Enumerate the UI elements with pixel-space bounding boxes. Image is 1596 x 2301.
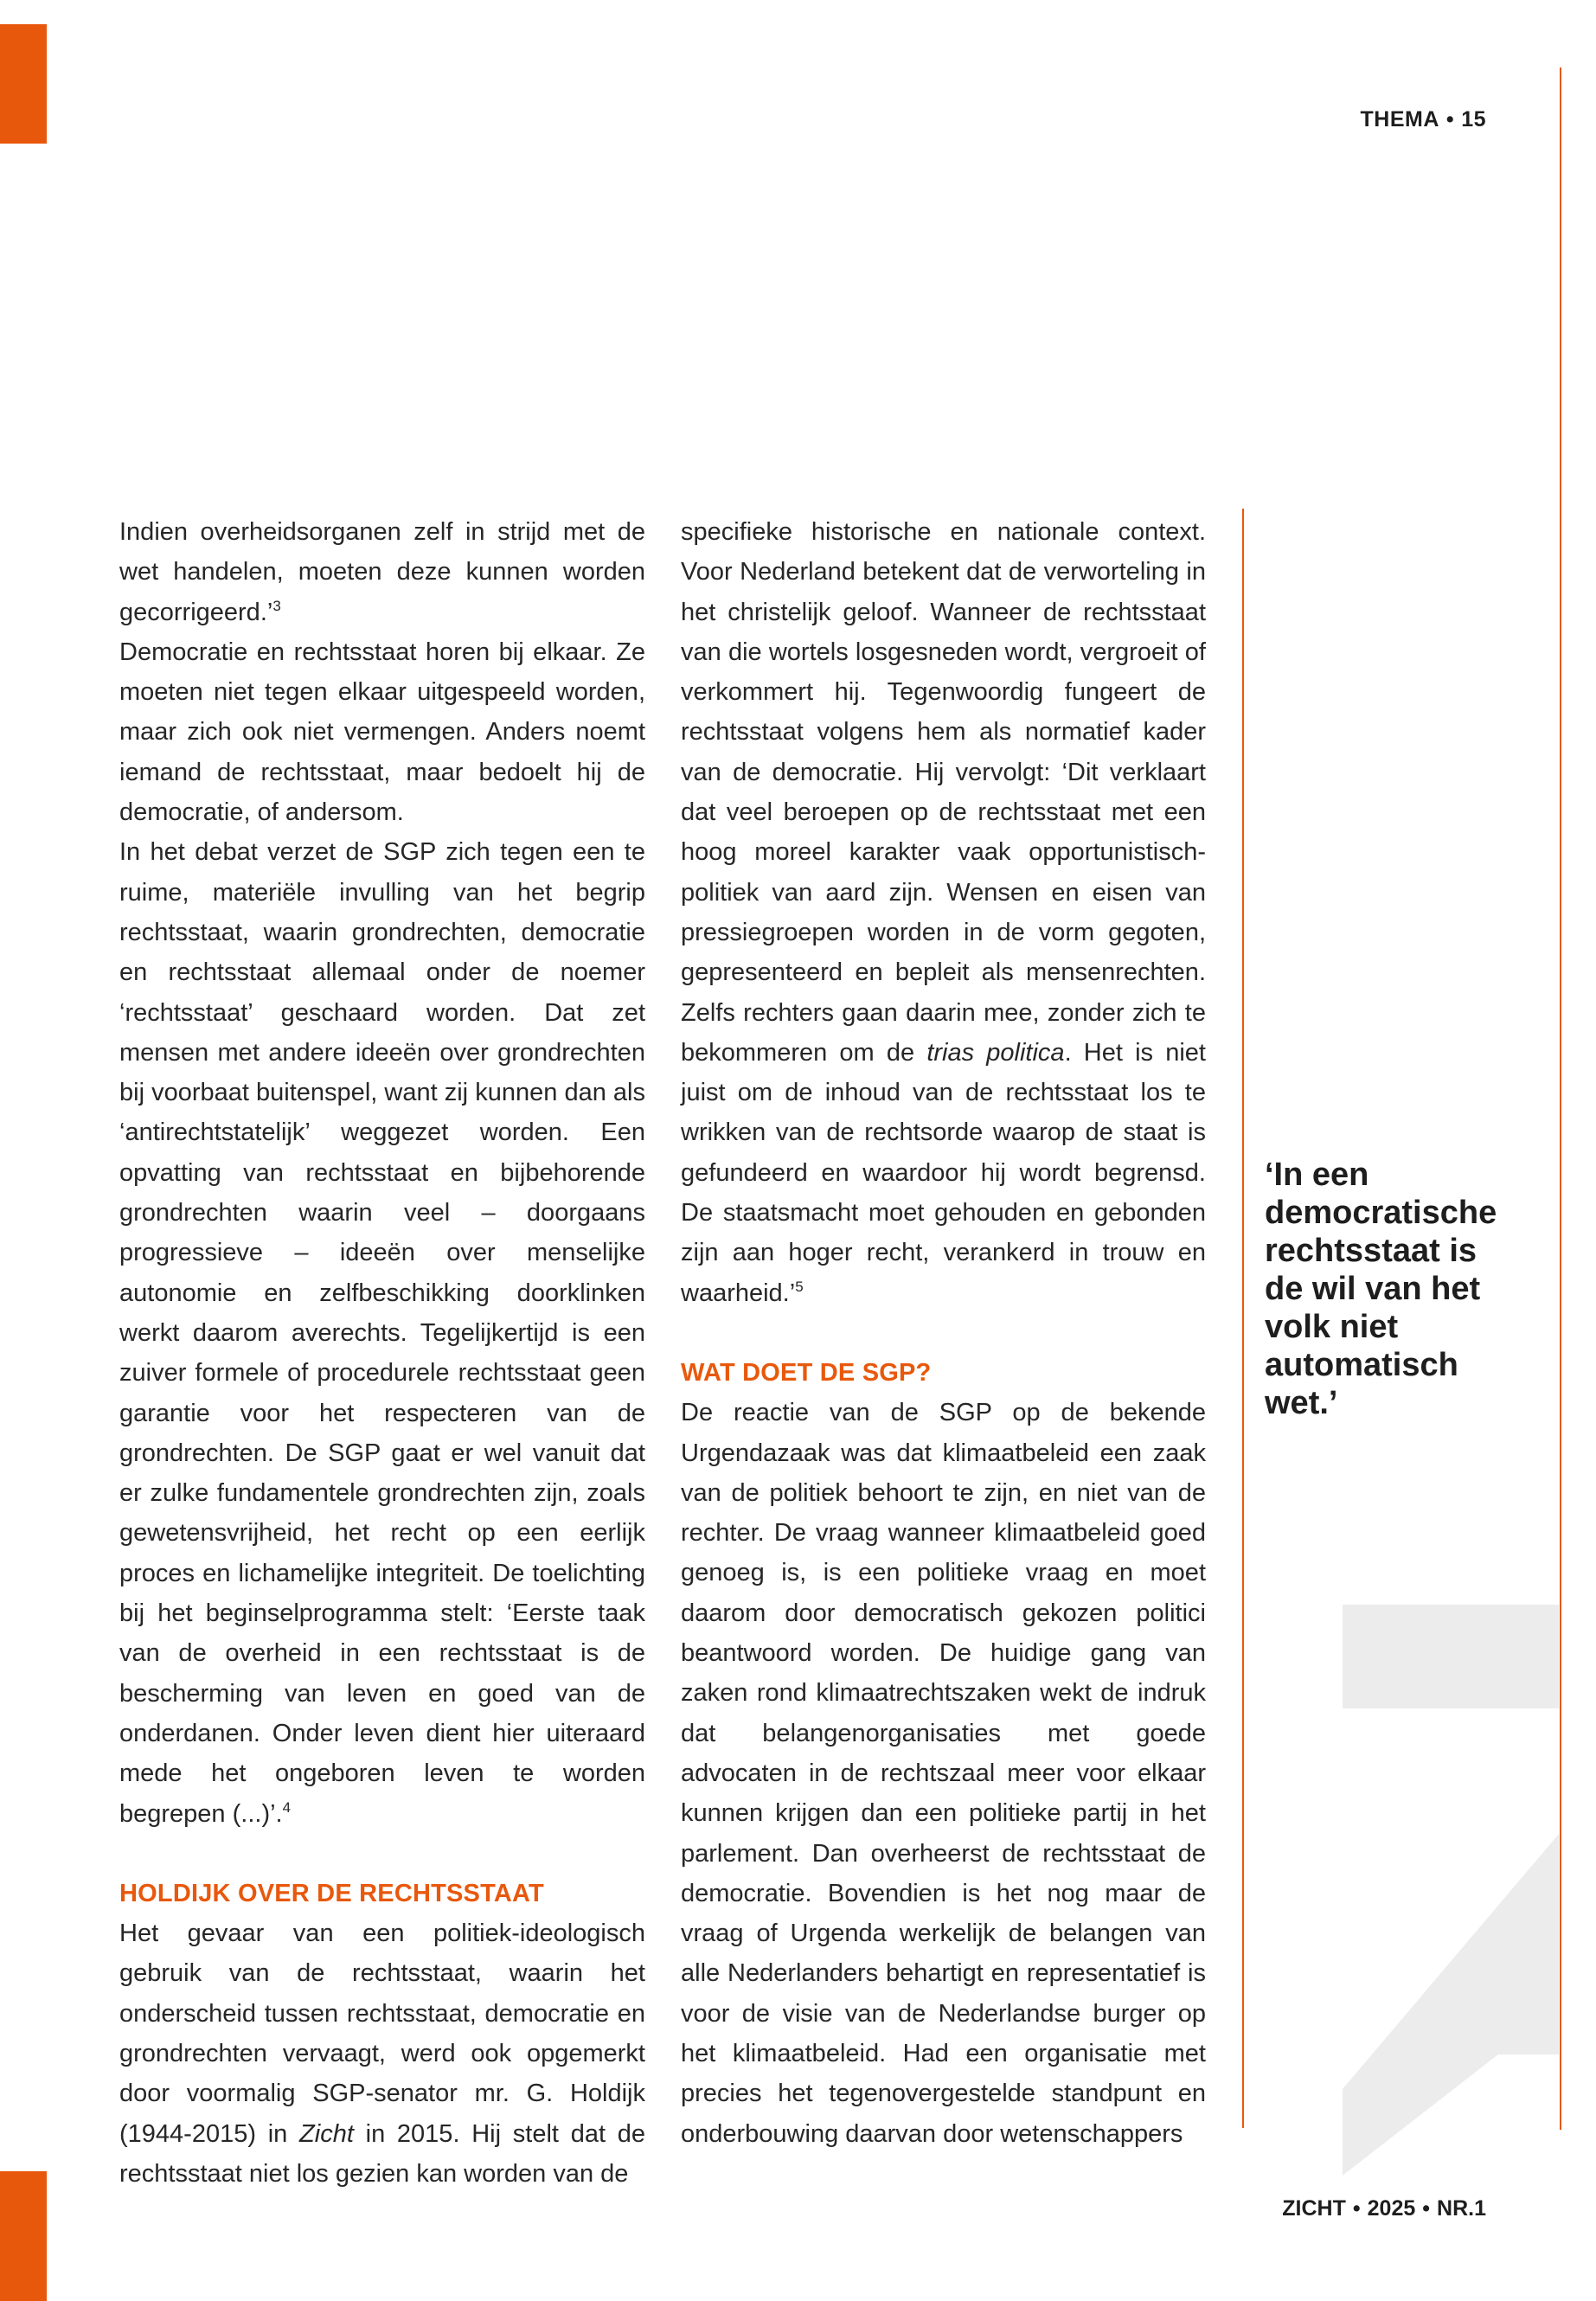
footnote-ref[interactable]: 3 [272,597,281,614]
running-header: THEMA • 15 [1360,107,1486,131]
z-logo-watermark [1343,1605,1559,2176]
paragraph: Democratie en rechtsstaat horen bij elkaar. Ze moeten niet tegen elkaar uitgespeeld worden, maar zich ook niet vermengen. Anders noemt iemand de rechtsstaat, maar bedoelt hij de democratie, of andersom. [119,638,645,827]
paragraph: Het gevaar van een politiek-ideologisch gebruik van de rechtsstaat, waarin het onderscheid tussen rechtsstaat, democratie en grondrechten vervaagt, werd ook opgemerkt door voormalig SGP-senator mr. G. Holdijk (1944-2015) in Zicht in 2015. Hij stelt dat de rechtsstaat niet los gezien kan worden van de [119,1920,646,2188]
paragraph: specifieke historische en nationale context. Voor Nederland betekent dat de verworteling in het christelijk geloof. Wanneer de rechtsstaat van die wortels losgesneden wordt, vergroeit of verkommert hij. Tegenwoordig fungeert de rechtsstaat volgens hem als normatief kader van de democratie. Hij vervolgt: ‘Dit verklaart dat veel beroepen op de rechtsstaat met een hoog moreel karakter vaak opportunistisch-politiek van aard zijn. Wensen en eisen van pressiegroepen worden in de vorm gegoten, gepresenteerd en bepleit als mensenrechten. Zelfs rechters gaan daarin mee, zonder zich te bekommeren om de trias politica. Het is niet juist om de inhoud van de rechtsstaat los te wrikken van de rechtsorde waarop de staat is gefundeerd en waardoor hij wordt begrensd. De staatsmacht moet gehouden en gebonden zijn aan hoger recht, verankerd in trouw en waarheid.’$^5$ [681,518,1206,1307]
watermark-top-bar [1343,1605,1559,1708]
middle-column [681,512,1206,2154]
running-footer: ZICHT • 2025 • NR.1 [1282,2196,1486,2221]
paragraph: In het debat verzet de SGP zich tegen een te ruime, materiële invulling van het begrip rechtsstaat, waarin grondrechten, democratie en rechtsstaat allemaal onder de noemer ‘rechtsstaat’ geschaard worden. Dat zet mensen met andere ideeën over grondrechten bij voorbaat buitenspel, want zij kunnen dan als ‘antirechtstatelijk’ weggezet worden. Een opvatting van rechtsstaat en bijbehorende grondrechten waarin veel – doorgaans progressieve – ideeën over menselijke autonomie en zelfbeschikking doorklinken werkt daarom averechts. Tegelijkertijd is een zuiver formele of procedurele rechtsstaat geen garantie voor het respecteren van de grondrechten. De SGP gaat er wel vanuit dat er zulke fundamentele grondrechten zijn, zoals gewetensvrijheid, het recht op een eerlijk proces en lichamelijke integriteit. De toelichting bij het beginselprogramma stelt: ‘Eerste taak van de overheid in een rechtsstaat is de bescherming van leven en goed van de onderdanen. Onder leven dient hier uiteraard mede het ongeboren leven te worden begrepen (...)’.$^4$ [119,838,645,1828]
section-heading: WAT DOET DE SGP? [681,1358,932,1387]
left-column [119,512,645,2194]
paragraph: Indien overheidsorganen zelf in strijd met de wet handelen, moeten deze kunnen worden gecorrigeerd.’$^3$ [119,518,645,626]
accent-bar-bottom [0,2171,47,2301]
page-number: 15 [1461,107,1486,131]
watermark-diagonal [1343,1834,1559,2176]
paragraph: De reactie van de SGP op de bekende Urgendazaak was dat klimaatbeleid een zaak van de politiek behoort te zijn, en niet van de rechter. De vraag wanneer klimaatbeleid goed genoeg is, is een politieke vraag en moet daarom door democratisch gekozen politici beantwoord worden. De huidige gang van zaken rond klimaatrechtszaken wekt de indruk dat belangenorganisaties met goede advocaten in de rechtszaal meer voor elkaar kunnen krijgen dan een politieke partij in het parlement. Dan overheerst de rechtsstaat de democratie. Bovendien is het nog maar de vraag of Urgenda werkelijk de belangen van alle Nederlanders behartigt en representatief is voor de visie van de Nederlandse burger op het klimaatbeleid. Had een organisatie met precies het tegenovergestelde standpunt en onderbouwing daarvan door wetenschappers [681,1399,1206,2148]
section-label: THEMA [1360,107,1439,131]
magazine-name: ZICHT [1282,2196,1346,2221]
section-heading: HOLDIJK OVER DE RECHTSSTAAT [119,1879,544,1907]
footnote-ref[interactable]: 4 [282,1798,292,1816]
pullquote-rule [1242,509,1244,2128]
accent-bar-top [0,24,47,144]
footnote-ref[interactable]: 5 [795,1278,804,1295]
pullquote: ‘In een democratische rechtsstaat is de wil van het volk niet automatisch wet.’ [1265,1157,1497,1421]
issue-year: 2025 [1367,2196,1416,2221]
page-edge-rule [1560,67,1561,2130]
issue-number: NR.1 [1437,2196,1486,2221]
